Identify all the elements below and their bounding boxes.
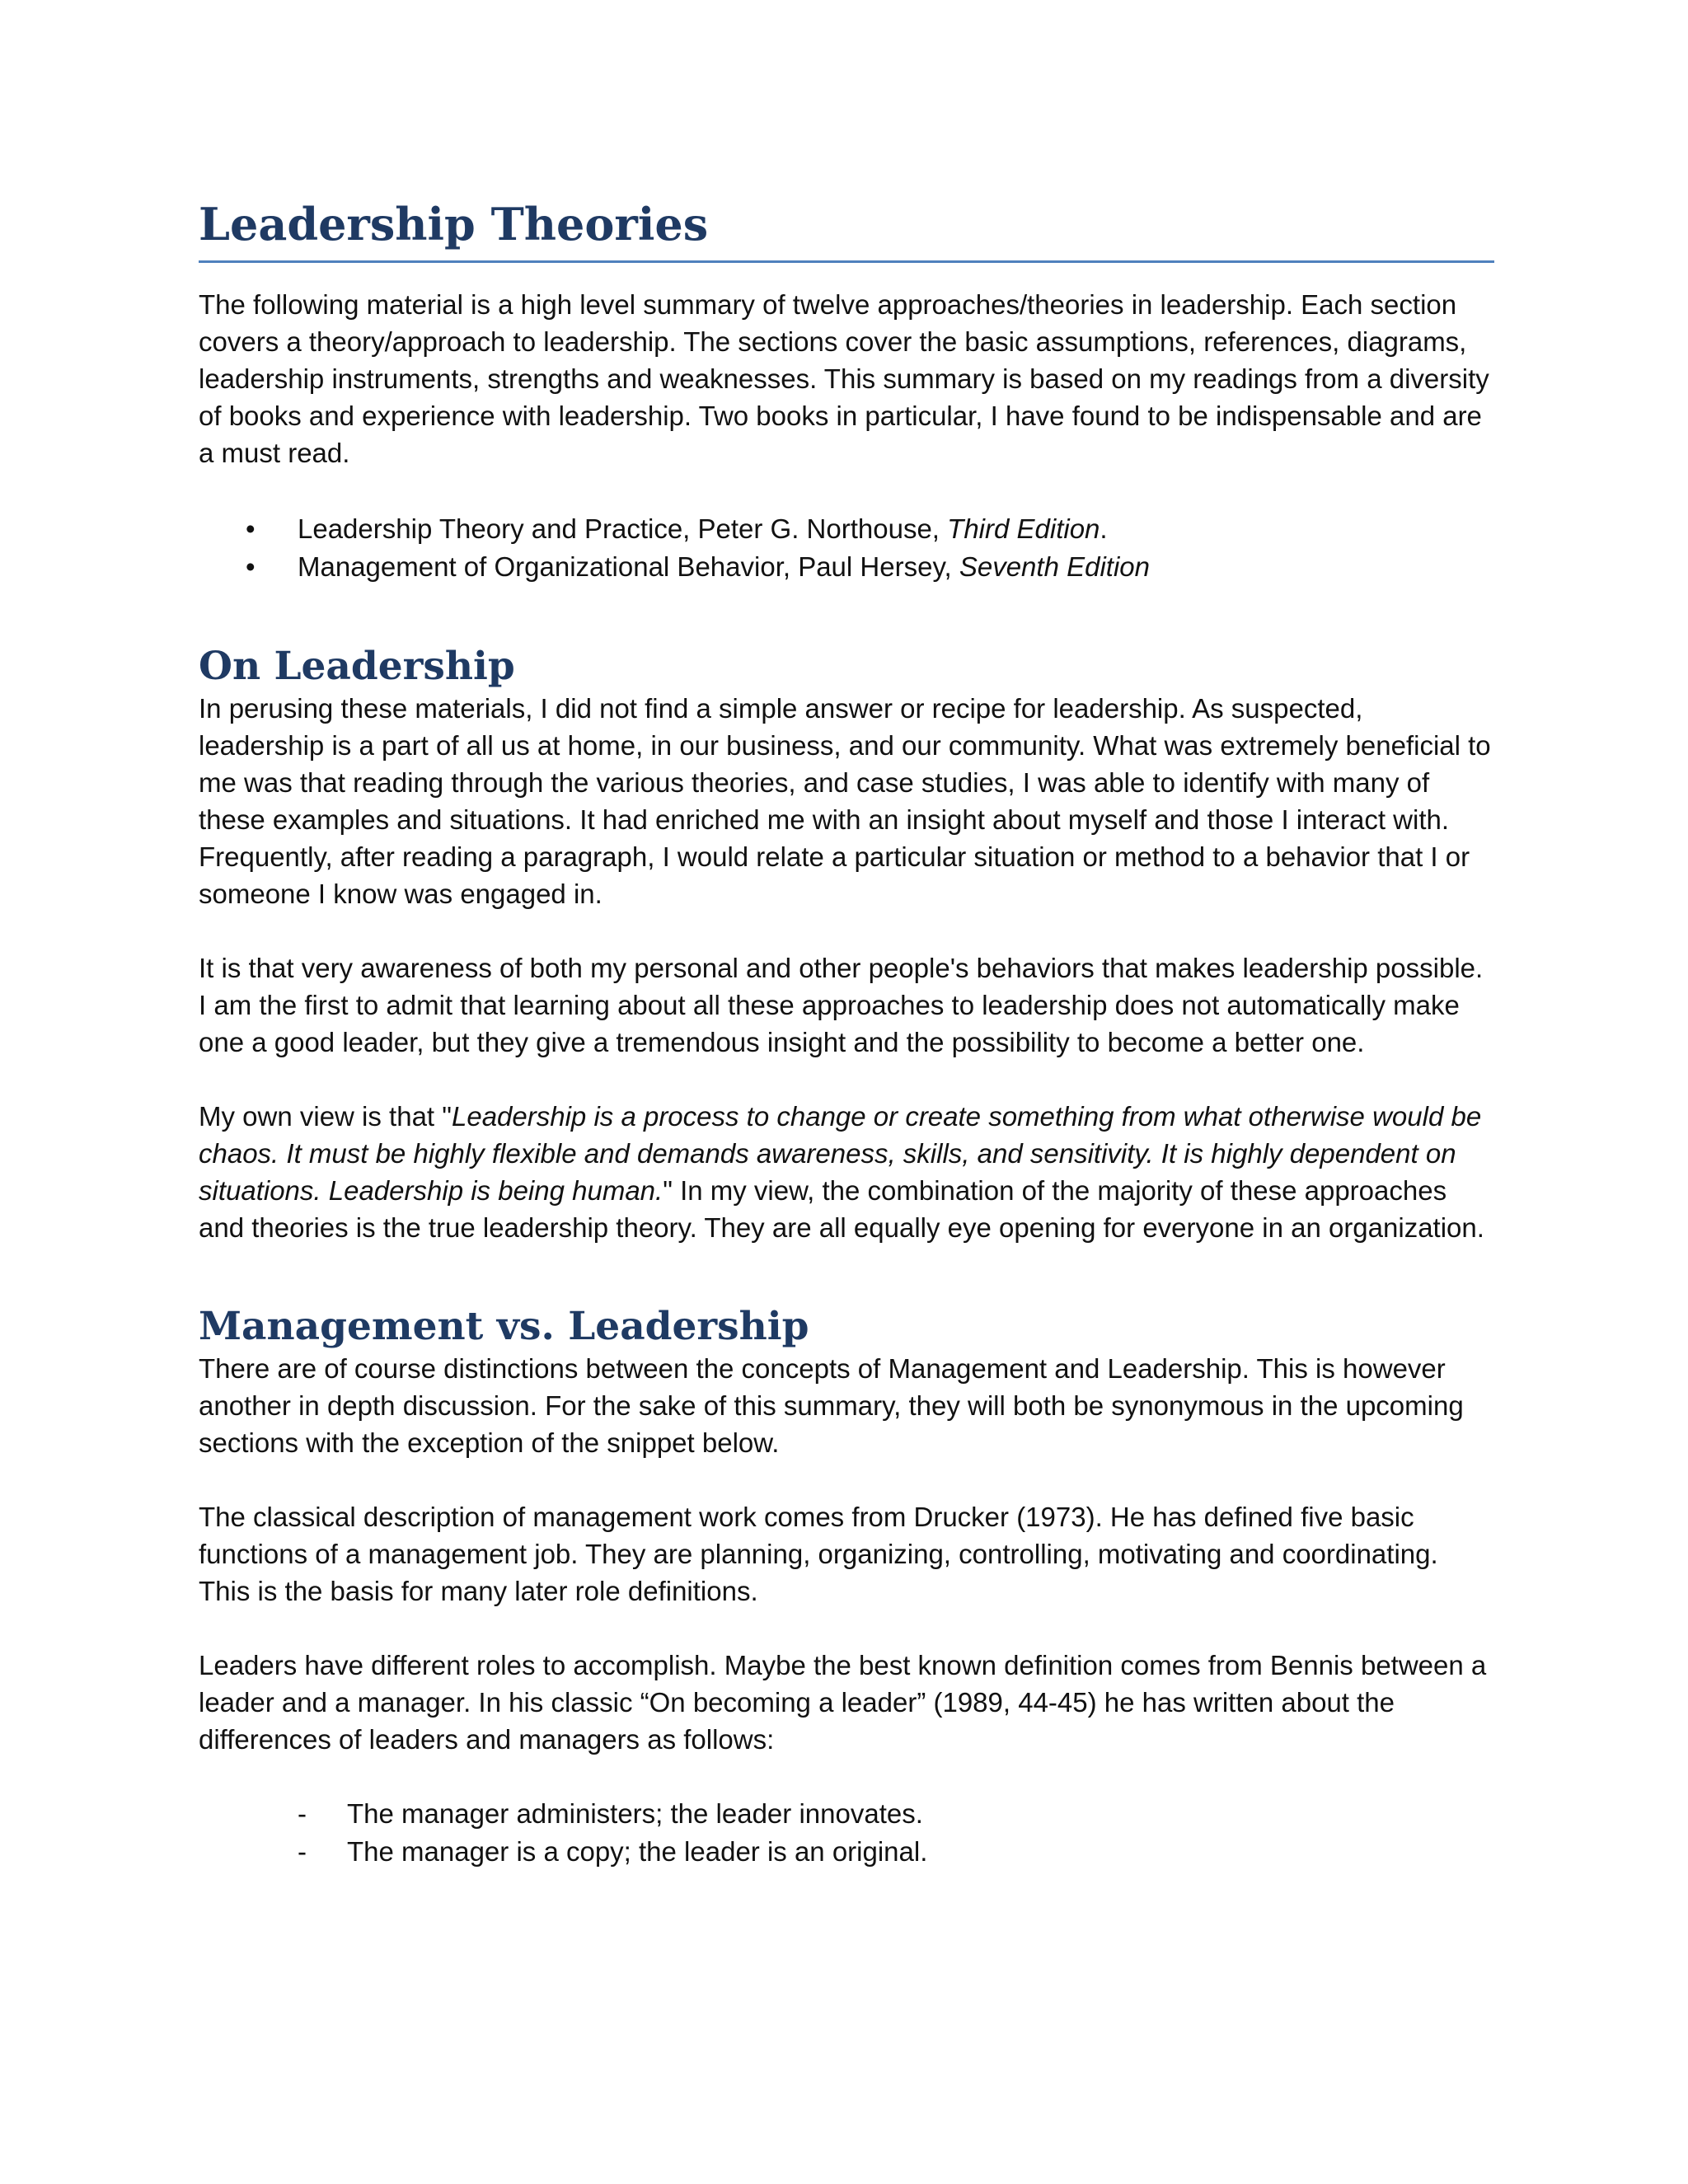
section2-paragraph-1: There are of course distinctions between the concepts of Management and Leadership. This is however another in depth discussion. For the sake of this summary, they will both be synonymous in the upcoming sections with the exception of the snippet below. xyxy=(199,1353,1464,1458)
section2-paragraph-3: Leaders have different roles to accomplish. Maybe the best known definition comes from Bennis between a leader and a manager. In his classic “On becoming a leader” (1989, 44-45) he has written about the differences of leaders and managers as follows: xyxy=(199,1650,1487,1755)
list-item-text: The manager is a copy; the leader is an original. xyxy=(347,1836,928,1867)
section2-paragraph-2: The classical description of management work comes from Drucker (1973). He has defined five basic functions of a management job. They are planning, organizing, controlling, motivating and coordinating. This is the basis for many later role definitions. xyxy=(199,1502,1438,1606)
quote-suffix: " In my view, the combination of the majority of these approaches and theories is the true leadership theory. They are all equally eye opening for everyone in an organization. xyxy=(199,1175,1484,1243)
book-title: Leadership Theory and Practice, Peter G. Northouse, xyxy=(298,513,948,544)
section1-paragraph-1: In perusing these materials, I did not find a simple answer or recipe for leadership. As suspected, leadership is a part of all us at home, in our business, and our community. What was extremely beneficial to me was that reading through the various theories, and case studies, I was able to identify with many of these examples and situations. It had enriched me with an insight about myself and those I interact with. Frequently, after reading a paragraph, I would relate a particular situation or method to a behavior that I or someone I know was engaged in. xyxy=(199,693,1491,909)
bullet-icon: • xyxy=(246,513,256,544)
book-edition: Third Edition xyxy=(947,513,1100,544)
book-list xyxy=(199,510,1494,586)
dash-icon: - xyxy=(298,1836,307,1867)
section1-paragraph-2: It is that very awareness of both my personal and other people's behaviors that makes leadership possible. I am the first to admit that learning about all these approaches to leadership does not automatically make one a good leader, but they give a tremendous insight and the possibility to become a better one. xyxy=(199,953,1484,1057)
book-title: Management of Organizational Behavior, Paul Hersey, xyxy=(298,551,959,582)
book-suffix: . xyxy=(1100,513,1108,544)
manager-leader-list xyxy=(199,1795,1494,1871)
list-item xyxy=(199,548,1494,586)
document-content xyxy=(199,194,1494,1871)
list-item xyxy=(199,1833,1494,1871)
section-heading-management-vs-leadership: Management vs. Leadership xyxy=(199,1304,809,1349)
section1-paragraph-3 xyxy=(199,1098,1494,1246)
list-item xyxy=(199,1795,1494,1833)
bullet-icon: • xyxy=(246,551,256,582)
quote-prefix: My own view is that " xyxy=(199,1101,452,1132)
page-title: Leadership Theories xyxy=(199,194,1494,263)
list-item xyxy=(199,510,1494,548)
book-edition: Seventh Edition xyxy=(959,551,1150,582)
list-item-text: The manager administers; the leader innovates. xyxy=(347,1798,923,1829)
section-heading-on-leadership: On Leadership xyxy=(199,644,515,689)
leadership-quote: Leadership is a process to change or create something from what otherwise would be chaos. It must be highly flexible and demands awareness, skills, and sensitivity. It is highly dependent on situations. Leadership is being human. xyxy=(199,1101,1482,1206)
dash-icon: - xyxy=(298,1798,307,1829)
intro-paragraph: The following material is a high level summary of twelve approaches/theories in leadership. Each section covers a theory/approach to leadership. The sections cover the basic assumptions, references, diagrams, leadership instruments, strengths and weaknesses. This summary is based on my readings from a diversity of books and experience with leadership. Two books in particular, I have found to be indispensable and are a must read. xyxy=(199,289,1489,468)
